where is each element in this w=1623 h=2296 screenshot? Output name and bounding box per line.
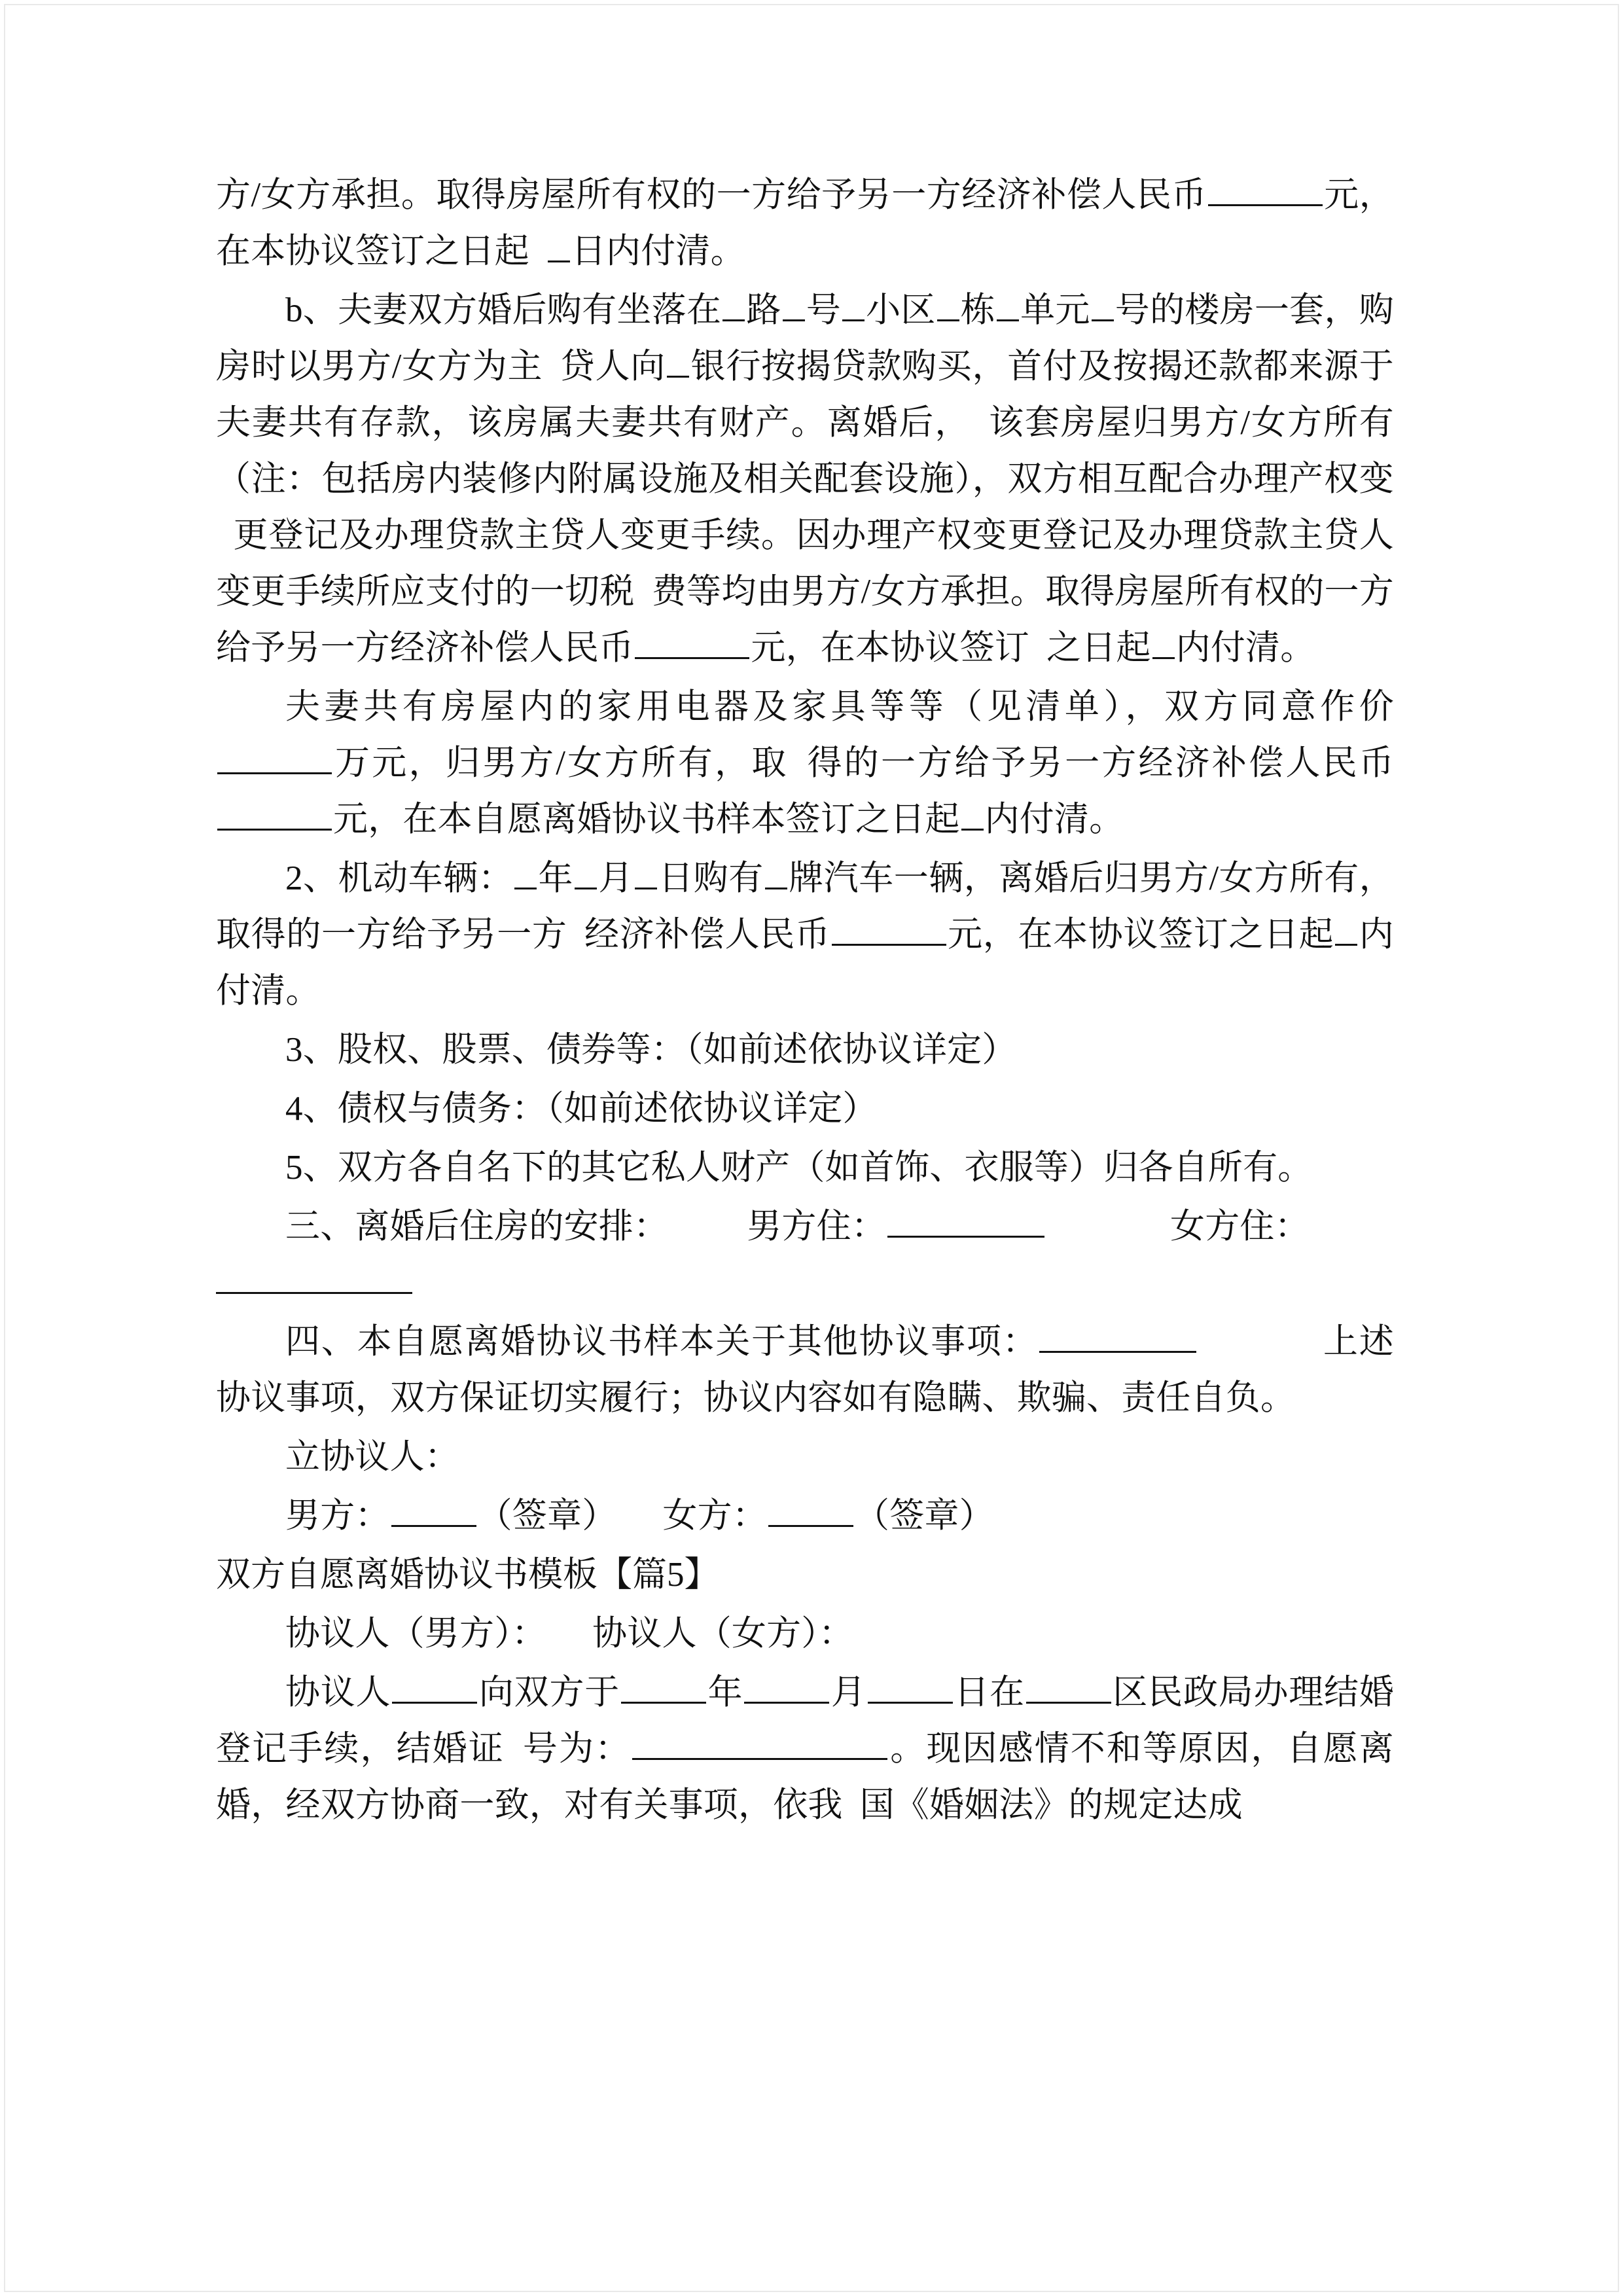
blank-vehicle-amount[interactable] <box>832 912 946 946</box>
housing-s1: 三、离婚后住房的安排： <box>285 1208 669 1246</box>
blank-marriage-month[interactable] <box>744 1670 829 1704</box>
house-b-s11: 更登记及办理贷款主贷人变更手续。因办理产权变更登记及办理贷款主贷人变更手续所应支付的一切税 <box>216 516 1394 611</box>
blank-road[interactable] <box>722 287 745 321</box>
vehicle-s4: 日购有 <box>658 859 764 897</box>
blank-appliances-days[interactable] <box>961 797 984 831</box>
blank-building[interactable] <box>937 287 959 321</box>
sig-husband-label: 男方： <box>285 1497 390 1535</box>
sig-husband-seal: （签章） <box>477 1497 617 1535</box>
closing-s4: 月 <box>830 1674 866 1712</box>
vehicle-s8: 内付清。 <box>216 916 1395 1010</box>
appliances-s1: 夫妻共有房屋内的家用电器及家具等等（见清单），双方同意作价 <box>285 688 1394 726</box>
blank-bank[interactable] <box>667 344 689 378</box>
paragraph-vehicle <box>216 850 1394 1019</box>
paragraph-signature-line <box>216 1488 1394 1544</box>
sig-wife-label: 女方： <box>662 1497 768 1535</box>
closing-s6: 区民政局办理结婚登记手续，结婚证 <box>216 1674 1395 1768</box>
appliances-s3: 得的一方给予另一方经济补偿人民币 <box>805 744 1394 782</box>
blank-vehicle-month[interactable] <box>575 855 597 889</box>
blank-vehicle-day[interactable] <box>635 855 657 889</box>
closing-s2: 向双方于 <box>478 1674 620 1712</box>
closing-s3: 年 <box>707 1674 743 1712</box>
blank-appliances-comp[interactable] <box>217 797 332 831</box>
other-s2: 上述协议事项，双方保证切实履行；协议内容如有隐瞒、欺骗、责任自负。 <box>216 1323 1395 1417</box>
house-b-s15: 内付清。 <box>1175 629 1315 667</box>
closing-s7: 号为： <box>521 1730 632 1768</box>
blank-marriage-year[interactable] <box>621 1670 706 1704</box>
blank-house-a-amount[interactable] <box>1208 172 1323 206</box>
vehicle-s2: 年 <box>538 859 574 897</box>
house-b-s4: 小区 <box>865 291 936 329</box>
vehicle-s1: 2、机动车辆： <box>285 859 514 897</box>
house-b-s10: 该套房屋归男方/女方所有（注：包括房内装修内附属设施及相关配套设施），双方相互配合办理产权变 <box>216 404 1394 498</box>
appliances-s4: 元，在本自愿离婚协议书样本签订之日起 <box>333 800 960 838</box>
blank-unit[interactable] <box>997 287 1019 321</box>
paragraph-closing <box>216 1664 1394 1833</box>
blank-party-name[interactable] <box>392 1670 477 1704</box>
house-a-text-mid: 元，在本协议签订之日起 <box>216 176 1394 270</box>
paragraph-house-b <box>216 282 1394 676</box>
closing-s1: 协议人 <box>285 1674 391 1712</box>
paragraph-other-matters <box>216 1314 1394 1426</box>
house-b-s3: 号 <box>806 291 841 329</box>
blank-district[interactable] <box>1026 1670 1111 1704</box>
housing-s3: 女方住： <box>1170 1208 1310 1246</box>
house-b-s8: 贷人向 <box>560 348 666 386</box>
house-b-s12: 费等均由男方/女方承担。取得房屋所有权的一方给予另一方经济补偿人民币 <box>216 573 1394 667</box>
party-husband-label: 协议人（男方）： <box>285 1615 547 1653</box>
paragraph-personal-property: 5、双方各自名下的其它私人财产（如首饰、衣服等）归各自所有。 <box>285 1149 1313 1187</box>
blank-room-no[interactable] <box>1092 287 1114 321</box>
heading-template-5: 双方自愿离婚协议书模板【篇5】 <box>216 1556 719 1594</box>
paragraph-equity: 3、股权、股票、债券等：（如前述依协议详定） <box>285 1031 1017 1069</box>
blank-marriage-day[interactable] <box>868 1670 953 1704</box>
vehicle-s6: 经济补偿人民币 <box>584 916 830 954</box>
house-b-s2: 路 <box>746 291 781 329</box>
blank-community[interactable] <box>842 287 865 321</box>
blank-vehicle-days[interactable] <box>1335 912 1357 946</box>
house-b-s13: 元，在本协议签订 <box>751 629 1030 667</box>
paragraph-debts: 4、债权与债务：（如前述依协议详定） <box>285 1090 878 1128</box>
paragraph-party-labels <box>216 1605 1394 1662</box>
paragraph-signatories-label: 立协议人： <box>285 1438 459 1476</box>
house-a-text-post: 日内付清。 <box>571 232 745 270</box>
vehicle-s7: 元，在本协议签订之日起 <box>947 916 1334 954</box>
house-b-s7: 号的楼房一套，购房时以男方/女方为主 <box>216 291 1394 386</box>
blank-other-matters[interactable] <box>1039 1319 1196 1353</box>
party-wife-label: 协议人（女方）： <box>592 1615 854 1653</box>
house-b-s9: 银行按揭贷款购买，首付及按揭还款都来源于夫妻共有存款，该房属夫妻共有财产。离婚后， <box>216 348 1394 442</box>
document-body <box>216 167 1394 1836</box>
blank-wife-residence[interactable] <box>216 1288 412 1294</box>
vehicle-s3: 月 <box>598 859 633 897</box>
vehicle-s5: 牌汽车一辆，离婚后归男方/女方所有，取得的一方给予另一方 <box>216 859 1395 954</box>
closing-s5: 日在 <box>954 1674 1025 1712</box>
house-b-s1: b、夫妻双方婚后购有坐落在 <box>285 291 722 329</box>
appliances-s2: 万元，归男方/女方所有，取 <box>333 744 789 782</box>
paragraph-housing-arrangement <box>216 1198 1394 1255</box>
paragraph-appliances <box>216 679 1394 848</box>
closing-s8: 。现因感情不和等原因，自愿离婚，经双方协商一致，对有关事项，依我 <box>216 1730 1394 1824</box>
closing-s9: 国《婚姻法》的规定达成 <box>859 1786 1243 1824</box>
paragraph-house-a-continued <box>216 167 1394 279</box>
appliances-s5: 内付清。 <box>984 800 1124 838</box>
blank-house-b-days[interactable] <box>1152 625 1175 659</box>
blank-husband-signature[interactable] <box>391 1493 476 1527</box>
blank-house-b-amount[interactable] <box>635 625 749 659</box>
paragraph-wife-residence-rule <box>216 1255 1394 1311</box>
blank-vehicle-year[interactable] <box>514 855 537 889</box>
other-s1: 四、本自愿离婚协议书样本关于其他协议事项： <box>285 1323 1039 1361</box>
house-b-s6: 单元 <box>1020 291 1090 329</box>
house-b-s5: 栋 <box>960 291 996 329</box>
blank-house-a-days[interactable] <box>548 228 570 262</box>
blank-marriage-certificate-no[interactable] <box>632 1726 887 1760</box>
blank-appliances-value[interactable] <box>217 740 332 774</box>
sig-wife-seal: （签章） <box>855 1497 994 1535</box>
blank-road-no[interactable] <box>783 287 805 321</box>
blank-vehicle-brand[interactable] <box>765 855 787 889</box>
blank-husband-residence[interactable] <box>887 1204 1044 1238</box>
house-a-text-pre: 方/女方承担。取得房屋所有权的一方给予另一方经济补偿人民币 <box>216 176 1207 214</box>
house-b-s14: 之日起 <box>1046 629 1151 667</box>
blank-wife-signature[interactable] <box>768 1493 853 1527</box>
housing-s2: 男方住： <box>747 1208 887 1246</box>
